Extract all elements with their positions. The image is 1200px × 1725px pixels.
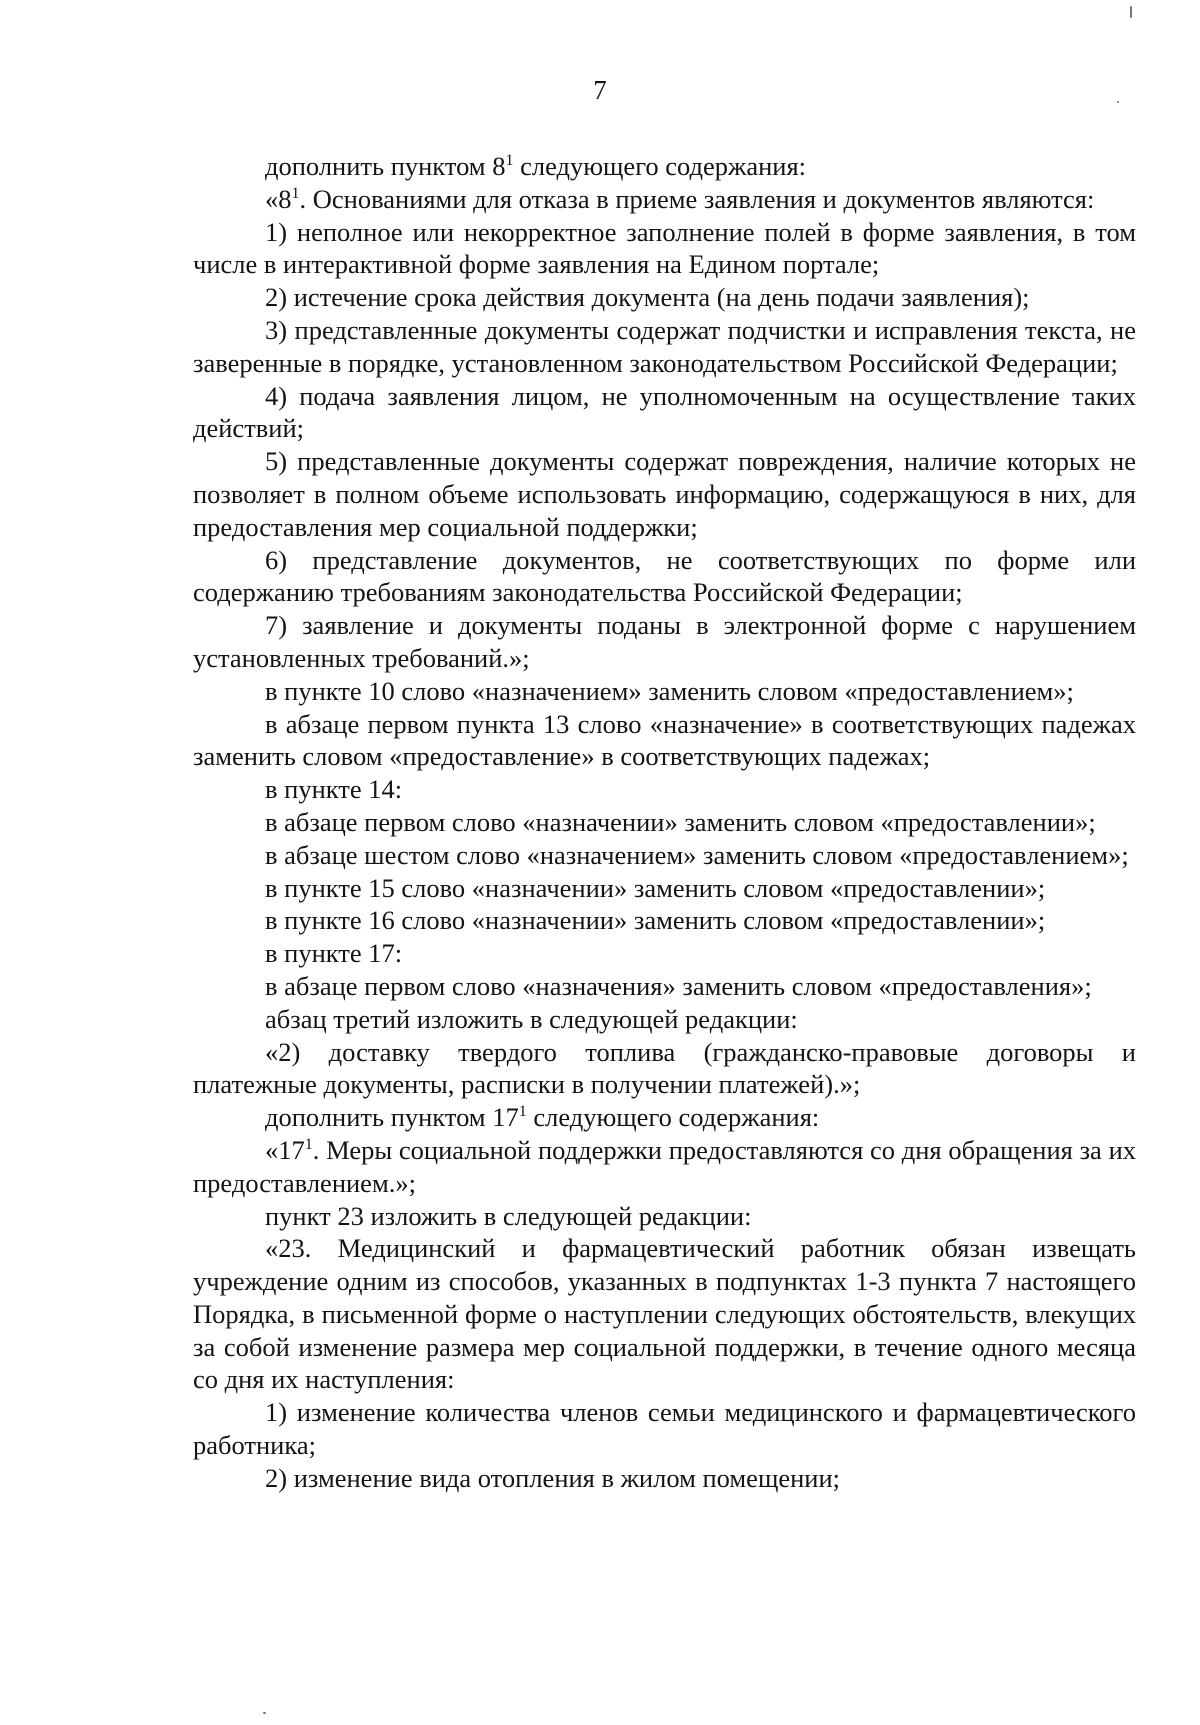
paragraph-text: . Основаниями для отказа в приеме заявления и документов являются: (299, 183, 1095, 214)
paragraph: абзац третий изложить в следующей редакции: (265, 1003, 798, 1034)
paragraph: в абзаце первом слово «назначении» заменить словом «предоставлении»; (265, 806, 1096, 837)
paragraph: в пункте 10 слово «назначением» заменить словом «предоставлением»; (265, 675, 1074, 706)
page-number: 7 (593, 75, 607, 105)
document-body (193, 150, 1136, 1495)
paragraph: 3) представленные документы содержат подчистки и исправления текста, не заверенные в порядке, установленном законодательством Российской Федерации; (193, 314, 1136, 378)
paragraph-text: «8 (265, 183, 292, 214)
paragraph: 1) неполное или некорректное заполнение полей в форме заявления, в том числе в интерактивной форме заявления на Едином портале; (193, 216, 1136, 280)
superscript: 1 (518, 1103, 527, 1121)
scan-speck (1117, 101, 1119, 103)
paragraph: пункт 23 изложить в следующей редакции: (265, 1200, 752, 1231)
paragraph: в абзаце первом пункта 13 слово «назначение» в соответствующих падежах заменить словом «предоставление» в соответствующих падежах; (193, 708, 1136, 772)
paragraph: в абзаце шестом слово «назначением» заменить словом «предоставлением»; (265, 839, 1129, 870)
paragraph (193, 150, 1136, 183)
paragraph-text: «17 (265, 1134, 305, 1165)
paragraph: 5) представленные документы содержат повреждения, наличие которых не позволяет в полном объеме использовать информацию, содержащуюся в них, для предоставления мер социальной поддержки; (193, 446, 1136, 542)
paragraph (193, 1101, 1136, 1134)
paragraph: в абзаце первом слово «назначения» заменить словом «предоставления»; (265, 970, 1092, 1001)
superscript: 1 (304, 1135, 313, 1153)
paragraph: 4) подача заявления лицом, не уполномоченным на осуществление таких действий; (193, 380, 1136, 444)
paragraph: 2) истечение срока действия документа (на день подачи заявления); (265, 282, 1030, 313)
scan-speck (263, 1712, 266, 1714)
paragraph-text: . Меры социальной поддержки предоставляются со дня обращения за их предоставлением.»; (193, 1134, 1136, 1198)
paragraph: 2) изменение вида отопления в жилом помещении; (265, 1462, 841, 1493)
paragraph-text: дополнить пунктом 8 (265, 151, 506, 181)
paragraph: в пункте 14: (265, 774, 403, 805)
scan-speck (1130, 6, 1132, 18)
paragraph: 6) представление документов, не соответствующих по форме или содержанию требованиям законодательства Российской Федерации; (193, 544, 1136, 608)
paragraph: 7) заявление и документы поданы в электронной форме с нарушением установленных требований.»; (193, 610, 1136, 673)
superscript: 1 (505, 152, 514, 169)
paragraph (193, 1134, 1136, 1200)
paragraph: «23. Медицинский и фармацевтический работник обязан извещать учреждение одним из способов, указанных в подпунктах 1-3 пункта 7 настоящего Порядка, в письменной форме о наступлении следующих обстоятельств, влекущих за собой изменение размера мер социальной поддержки, в течение одного месяца со дня их наступления: (193, 1233, 1136, 1395)
paragraph: в пункте 15 слово «назначении» заменить словом «предоставлении»; (265, 872, 1046, 903)
paragraph-text: следующего содержания: (513, 151, 807, 181)
paragraph (193, 183, 1136, 216)
paragraph-text: следующего содержания: (526, 1102, 820, 1133)
paragraph: в пункте 17: (265, 938, 403, 969)
paragraph: в пункте 16 слово «назначении» заменить словом «предоставлении»; (265, 905, 1046, 936)
paragraph: «2) доставку твердого топлива (гражданско-правовые договоры и платежные документы, расписки в получении платежей).»; (193, 1036, 1136, 1100)
paragraph-text: дополнить пунктом 17 (265, 1102, 519, 1133)
paragraph: 1) изменение количества членов семьи медицинского и фармацевтического работника; (193, 1397, 1136, 1461)
superscript: 1 (291, 184, 300, 202)
